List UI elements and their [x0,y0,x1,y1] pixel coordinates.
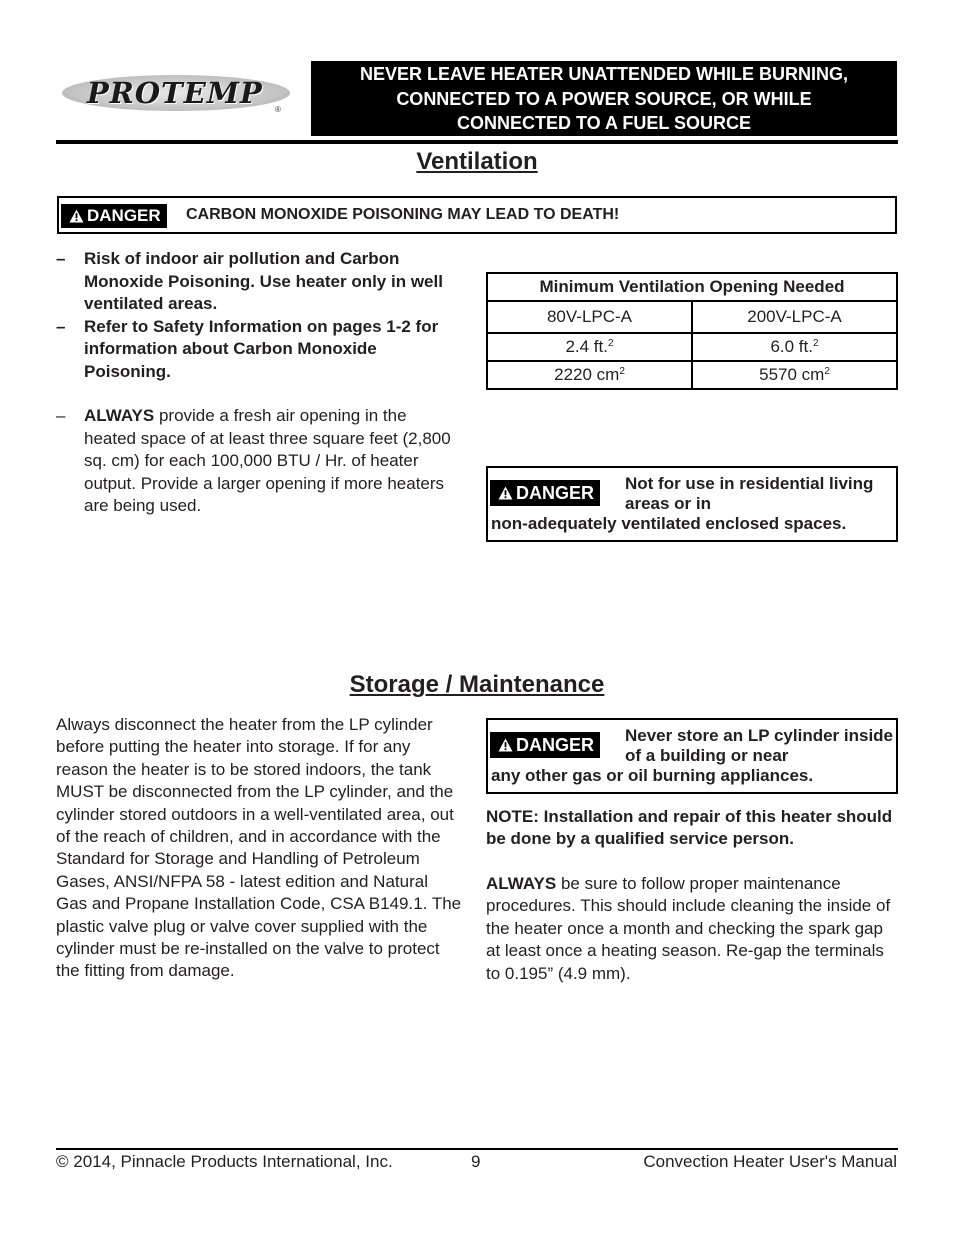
bullet-dash: – [56,316,66,336]
danger-label [490,732,600,758]
list-item [56,405,456,518]
protemp-logo [57,61,303,123]
logo-registered-mark: ® [275,105,281,114]
footer-copyright: © 2014, Pinnacle Products International, Inc. [56,1152,393,1171]
table-cell: 2220 $cm^2$ [487,361,692,389]
maintenance-text: be sure to follow proper maintenance procedures. This should include cleaning the inside of the heater once a month and checking the spark gap at least once a heating season. Re-gap the terminals to 0.195” (4.9 mm). [486,874,891,983]
danger-text: non-adequately ventilated enclosed spaces. [491,514,847,533]
warning-triangle-icon [498,738,513,752]
warning-line: NEVER LEAVE HEATER UNATTENDED WHILE BURNING, [359,64,848,84]
footer-divider [56,1148,898,1150]
danger-label [61,204,167,228]
maintenance-paragraph [486,873,891,985]
table-row [487,333,897,361]
warning-triangle-icon [69,209,84,223]
list-item [56,316,456,384]
bullet-text: Refer to Safety Information on pages 1-2 for information about Carbon Monoxide Poisoning. [84,316,439,381]
column-header: 80V-LPC-A [487,301,692,333]
table-header-row [487,301,897,333]
danger-text: Never store an LP cylinder inside of a building or near [625,726,894,765]
header-divider [56,140,898,144]
bullet-text: provide a fresh air opening in the heated space of at least three square feet (2,800 sq. cm) for each 100,000 BTU / Hr. of heater output. Provide a larger opening if more heaters are being used. [84,406,451,515]
always-emphasis: ALWAYS [486,874,557,893]
storage-danger-box [486,718,898,794]
danger-label-text: DANGER [516,483,595,503]
danger-label-text: DANGER [87,206,161,225]
table-cell: 2.4 ft.$^2$ [487,333,692,361]
list-item [56,248,456,316]
unattended-warning-banner [311,61,897,136]
danger-label-text: DANGER [516,735,595,755]
always-emphasis: ALWAYS [84,406,155,425]
co-danger-notice [57,196,897,234]
warning-triangle-icon [498,486,513,500]
ventilation-heading: Ventilation [416,148,538,175]
logo-text: PROTEMP [87,76,263,110]
residential-danger-box [486,466,898,542]
table-row [487,361,897,389]
bullet-dash: – [56,406,66,425]
ventilation-bullets [56,248,456,518]
storage-heading: Storage / Maintenance [349,671,605,698]
table-cell: 6.0 ft.$^2$ [692,333,897,361]
installation-note: NOTE: Installation and repair of this heater should be done by a qualified service person. [486,807,893,849]
danger-text: Not for use in residential living areas or in [625,474,874,513]
bullet-dash: – [56,249,66,268]
storage-paragraph: Always disconnect the heater from the LP cylinder before putting the heater into storage. If for any reason the heater is to be stored indoors, the tank MUST be disconnected from the LP cylinder, and the cylinder stored outdoors in a well-ventilated area, out of the reach of children, and in accordance with the Standard for Storage and Handling of Petroleum Gases, ANSI/NFPA 58 - latest edition and Natural Gas and Propane Installation Code, CSA B149.1. The plastic valve plug or valve cover supplied with the cylinder must be re-installed on the valve to protect the fitting from damage. [56,715,462,981]
ventilation-table [486,272,898,390]
column-header: 200V-LPC-A [692,301,897,333]
page-number: 9 [471,1152,481,1171]
danger-message: CARBON MONOXIDE POISONING MAY LEAD TO DEATH! [186,206,620,223]
table-title: Minimum Ventilation Opening Needed [487,273,897,301]
manual-title: Convection Heater User's Manual [643,1152,897,1171]
danger-text: any other gas or oil burning appliances. [491,766,814,785]
bullet-text: Risk of indoor air pollution and Carbon Monoxide Poisoning. Use heater only in well ventilated areas. [84,249,443,313]
warning-line: CONNECTED TO A POWER SOURCE, OR WHILE [396,88,812,109]
warning-line: CONNECTED TO A FUEL SOURCE [456,113,752,133]
danger-label [490,480,600,506]
table-cell: 5570 $cm^2$ [692,361,897,389]
